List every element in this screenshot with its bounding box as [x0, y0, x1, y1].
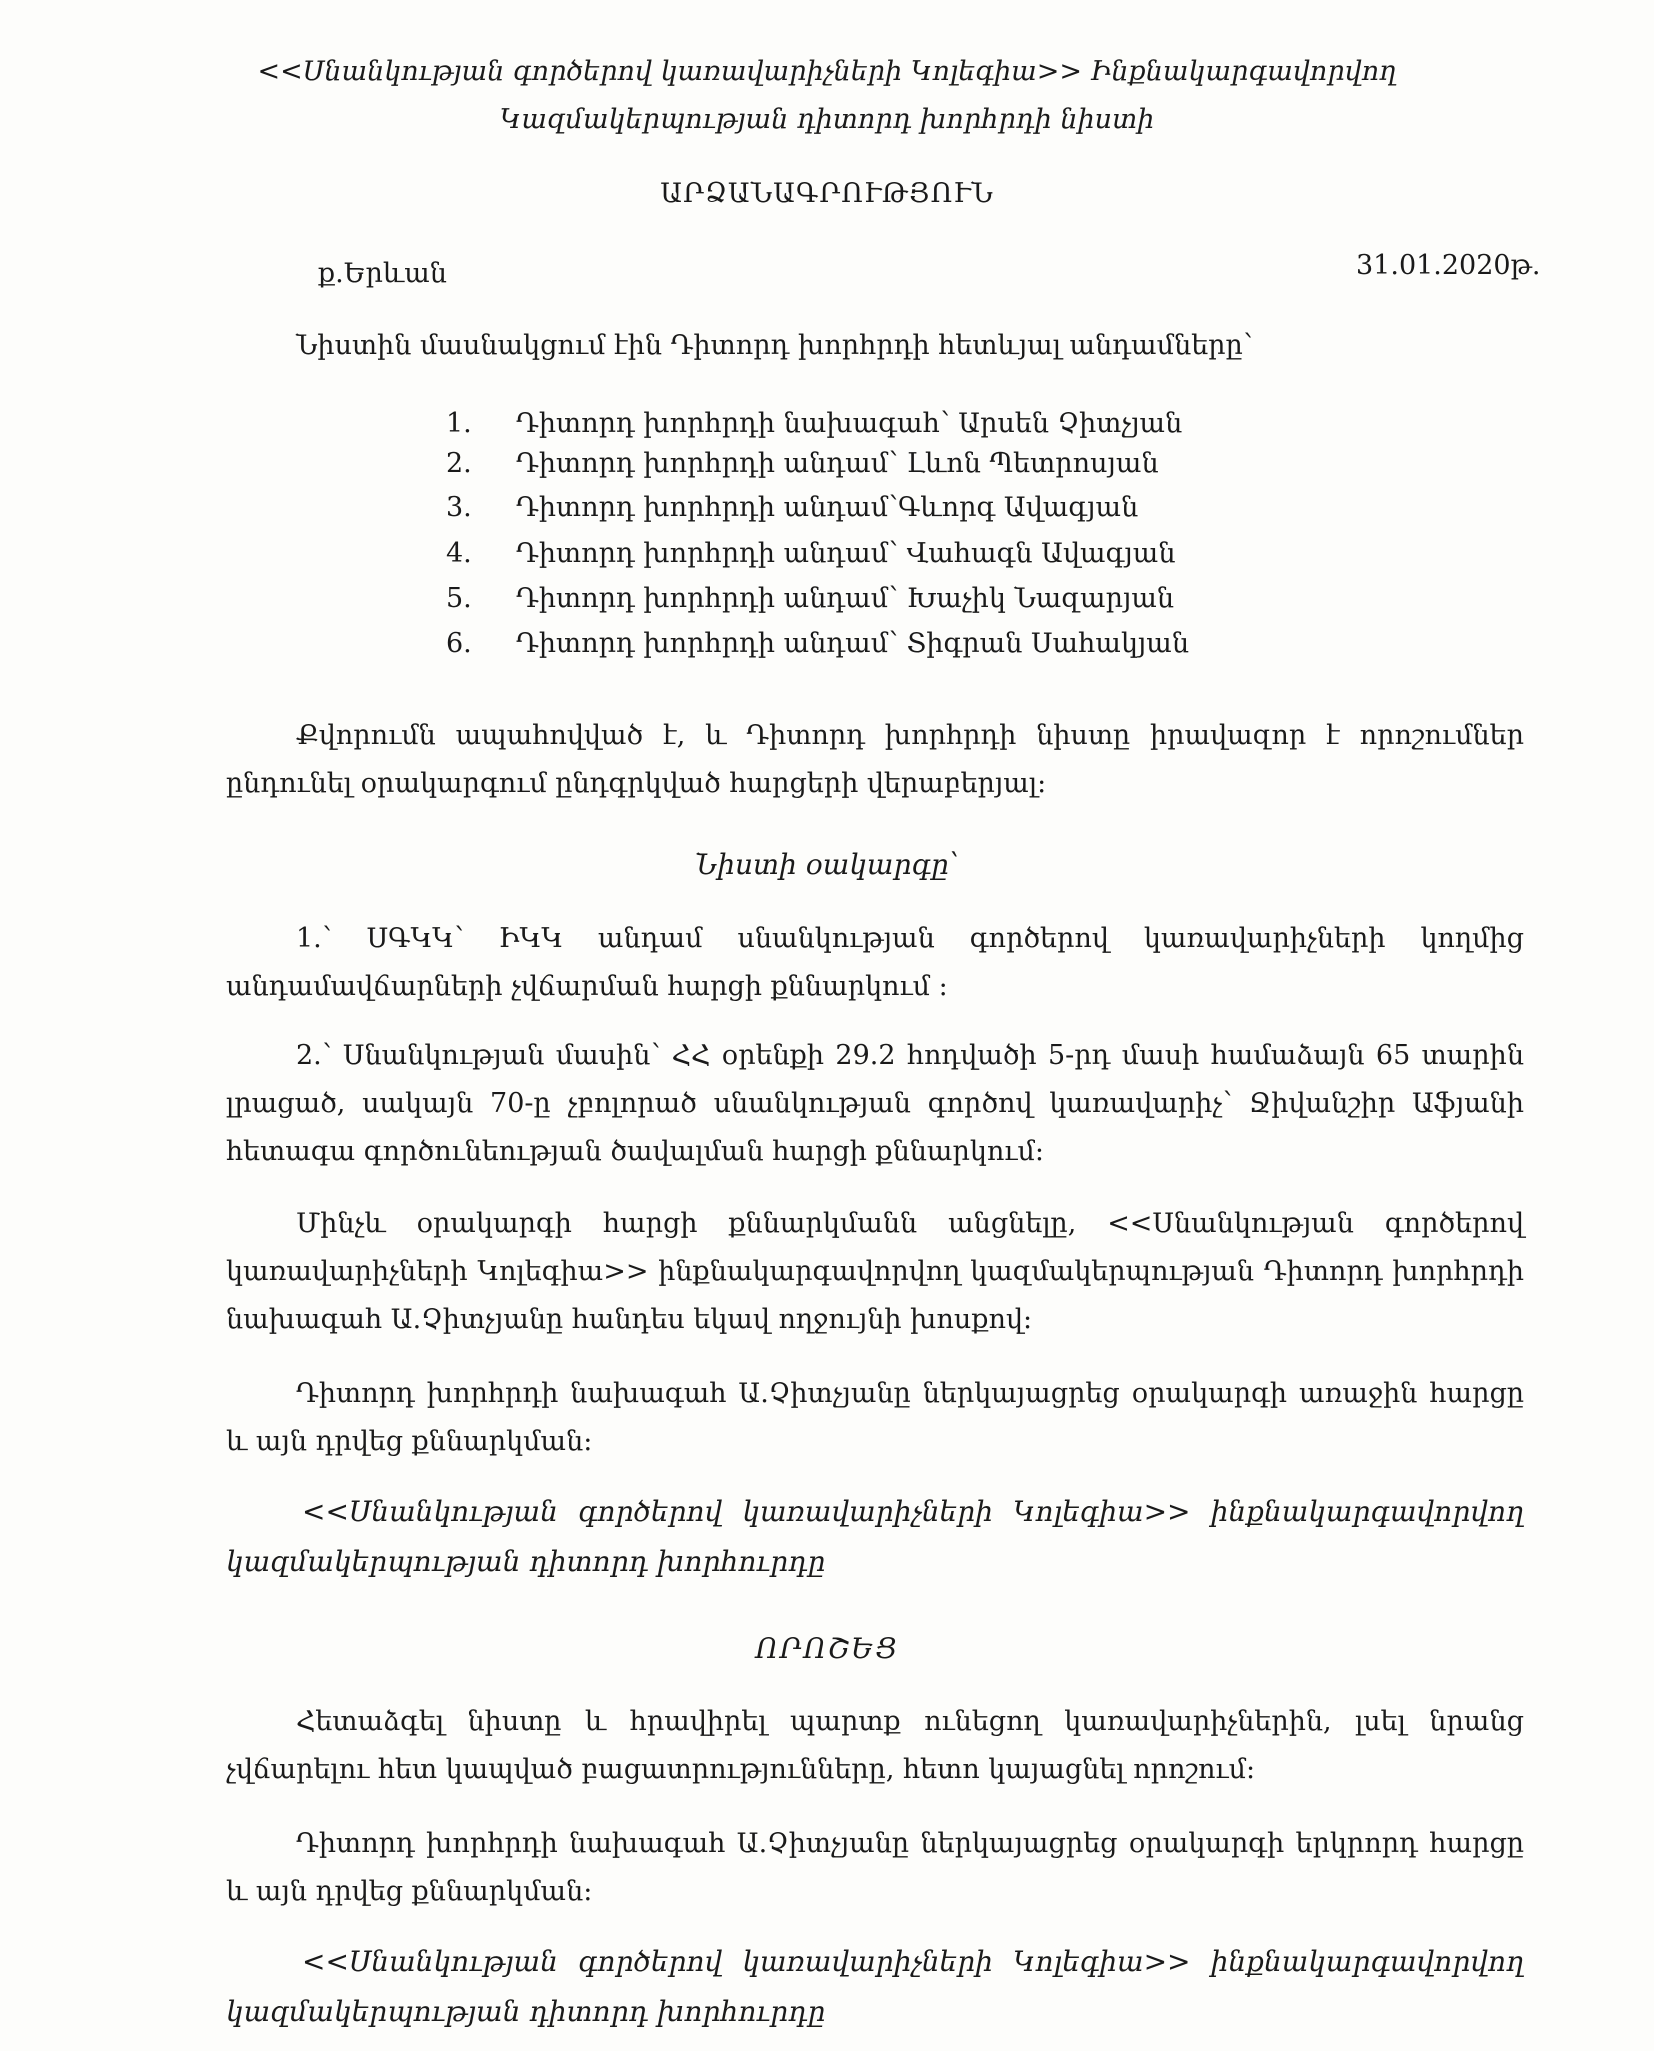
header-line-2: Կազմակերպության դիտորդ խորհրդի նիստի — [499, 104, 1155, 135]
agenda-item-1: 1.՝ ՍԳԿԿ՝ ԻԿԿ անդամ սնանկության գործերով կառավարիչների կողմից անդամավճարների չվճարման հարցի քննարկում : — [226, 923, 1524, 1002]
list-item-text: Դիտորդ խորհրդի անդամ՝Գևորգ Ավագյան — [516, 492, 1139, 523]
list-item — [446, 448, 1159, 479]
list-item-number: 4. — [446, 538, 472, 569]
city: ք.Երևան — [318, 258, 447, 289]
decision-paragraph: Հետաձգել նիստը և հրավիրել պարտք ունեցող կառավարիչներին, լսել նրանց չվճարելու հետ կապված բացատրությունները, հետո կայացնել որոշում: — [226, 1706, 1524, 1785]
board-statement-2: <<Սնանկության գործերով կառավարիչների Կոլեգիա>> ինքնակարգավորվող կազմակերպության դիտորդ խորհուրդը — [226, 1945, 1524, 2028]
board-statement-1: <<Սնանկության գործերով կառավարիչների Կոլեգիա>> ինքնակարգավորվող կազմակերպության դիտորդ խորհուրդը — [226, 1495, 1524, 1578]
list-item-text: Դիտորդ խորհրդի անդամ՝ Վահագն Ավագյան — [516, 538, 1176, 569]
list-item-text: Դիտորդ խորհրդի անդամ՝ Լևոն Պետրոսյան — [516, 448, 1159, 479]
quorum-paragraph: Քվորումն ապահովված է, և Դիտորդ խորհրդի նիստը իրավազոր է որոշումներ ընդունել օրակարգում ընդգրկված հարցերի վերաբերյալ: — [226, 720, 1524, 799]
list-item — [446, 583, 1174, 614]
opening-paragraph: Մինչև օրակարգի հարցի քննարկմանն անցնելը, <<Սնանկության գործերով կառավարիչների Կոլեգիա>> ինքնակարգավորվող կազմակերպության Դիտորդ խորհրդի նախագահ Ա.Չիտչյանը հանդես եկավ ողջույնի խոսքով: — [226, 1208, 1524, 1335]
list-item-number: 5. — [446, 583, 472, 614]
agenda-title: Նիստի օակարգը՝ — [694, 848, 960, 881]
date: 31.01.2020թ. — [1356, 250, 1541, 281]
list-item-number: 6. — [446, 628, 472, 659]
list-item-text: Դիտորդ խորհրդի անդամ՝ Խաչիկ Նազարյան — [516, 583, 1175, 614]
list-item — [446, 408, 1182, 439]
decision-title: ՈՐՈՇԵՑ — [755, 1632, 899, 1665]
list-item — [446, 492, 1138, 523]
list-item — [446, 538, 1176, 569]
agenda-item-2: 2.՝ Սնանկության մասին՝ ՀՀ օրենքի 29.2 հոդվածի 5-րդ մասի համաձայն 65 տարին լրացած, սակայն 70-ը չբոլորած սնանկության գործով կառավարիչ՝ Ջիվանշիր Աֆյանի հետագա գործունեության ծավալման հարցի քննարկում: — [226, 1040, 1524, 1167]
second-question-paragraph: Դիտորդ խորհրդի նախագահ Ա.Չիտչյանը ներկայացրեց օրակարգի երկրորդ հարցը և այն դրվեց քննարկման: — [226, 1828, 1524, 1907]
first-question-paragraph: Դիտորդ խորհրդի նախագահ Ա.Չիտչյանը ներկայացրեց օրակարգի առաջին հարցը և այն դրվեց քննարկման: — [226, 1378, 1524, 1457]
list-item-number: 1. — [446, 408, 472, 439]
list-item — [446, 628, 1189, 659]
header-line-1: <<Սնանկության գործերով կառավարիչների Կոլեգիա>> Ինքնակարգավորվող — [257, 56, 1397, 87]
list-item-number: 2. — [446, 448, 472, 479]
list-item-text: Դիտորդ խորհրդի նախագահ՝ Արսեն Չիտչյան — [516, 408, 1183, 439]
document-title: ԱՐՁԱՆԱԳՐՈՒԹՅՈՒՆ — [660, 178, 994, 209]
list-item-text: Դիտորդ խորհրդի անդամ՝ Տիգրան Սահակյան — [516, 628, 1190, 659]
attendees-intro: Նիստին մասնակցում էին Դիտորդ խորհրդի հետևյալ անդամները՝ — [296, 330, 1253, 361]
list-item-number: 3. — [446, 492, 472, 523]
